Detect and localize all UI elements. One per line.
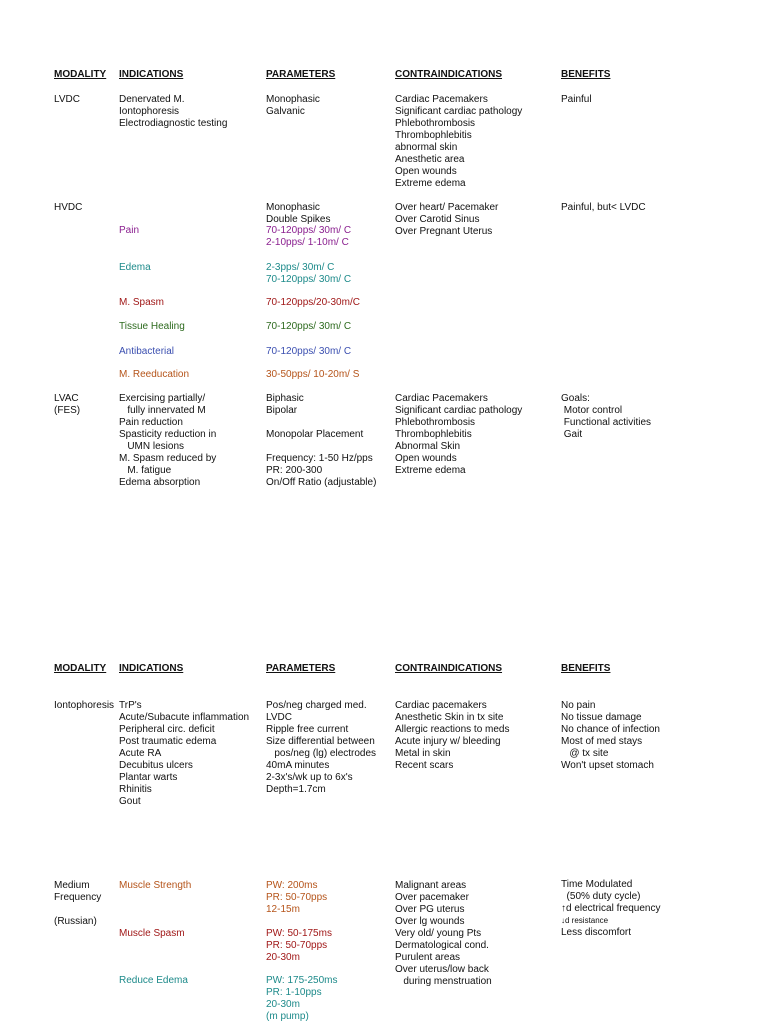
ionto-indications: TrP's Acute/Subacute inflammation Peripheral circ. deficit Post traumatic edema Acute RA Decubitus ulcers Plantar warts Rhinitis Gout bbox=[119, 700, 250, 807]
header-benefits-2: BENEFITS bbox=[561, 663, 611, 674]
modality-hvdc: HVDC bbox=[54, 202, 83, 213]
hvdc-params-healing: 70-120pps/ 30m/ C bbox=[266, 321, 352, 332]
hvdc-indication-antibacterial: Antibacterial bbox=[119, 346, 175, 357]
header-contraindications: CONTRAINDICATIONS bbox=[395, 69, 503, 80]
hvdc-indication-reeducation: M. Reeducation bbox=[119, 369, 190, 380]
modality-medium-frequency: Medium Frequency (Russian) bbox=[54, 880, 102, 927]
hvdc-benefits: Painful, but< LVDC bbox=[561, 202, 646, 213]
lvdc-benefits: Painful bbox=[561, 94, 592, 105]
medium-contraindications: Malignant areas Over pacemaker Over PG uterus Over lg wounds Very old/ young Pts Dermatological cond. Purulent areas Over uterus/low back during menstruation bbox=[395, 880, 492, 987]
hvdc-params-pain: 70-120pps/ 30m/ C 2-10pps/ 1-10m/ C bbox=[266, 225, 352, 248]
ionto-contraindications: Cardiac pacemakers Anesthetic Skin in tx site Allergic reactions to meds Acute injury w/ bleeding Metal in skin Recent scars bbox=[395, 700, 510, 771]
lvdc-indications: Denervated M. Iontophoresis Electrodiagnostic testing bbox=[119, 94, 228, 129]
header-modality: MODALITY bbox=[54, 69, 107, 80]
medium-params-strength: PW: 200ms PR: 50-70pps 12-15m bbox=[266, 880, 328, 915]
header-contraindications-2: CONTRAINDICATIONS bbox=[395, 663, 503, 674]
medium-indication-edema: Reduce Edema bbox=[119, 975, 188, 986]
hvdc-indication-healing: Tissue Healing bbox=[119, 321, 185, 332]
hvdc-params-edema: 2-3pps/ 30m/ C 70-120pps/ 30m/ C bbox=[266, 262, 352, 285]
modality-iontophoresis: Iontophoresis bbox=[54, 700, 115, 711]
modality-lvac: LVAC (FES) bbox=[54, 393, 81, 416]
lvdc-parameters: Monophasic Galvanic bbox=[266, 94, 320, 117]
lvac-indications: Exercising partially/ fully innervated M Pain reduction Spasticity reduction in UMN lesions M. Spasm reduced by M. fatigue Edema absorption bbox=[119, 393, 217, 488]
medium-params-spasm: PW: 50-175ms PR: 50-70pps 20-30m bbox=[266, 928, 332, 963]
medium-indication-strength: Muscle Strength bbox=[119, 880, 192, 891]
header-benefits: BENEFITS bbox=[561, 69, 611, 80]
header-parameters-2: PARAMETERS bbox=[266, 663, 336, 674]
hvdc-indication-pain: Pain bbox=[119, 225, 140, 236]
ionto-parameters: Pos/neg charged med. LVDC Ripple free current Size differential between pos/neg (lg) electrodes 40mA minutes 2-3x's/wk up to 6x's Depth=1.7cm bbox=[266, 700, 377, 795]
medium-params-edema: PW: 175-250ms PR: 1-10pps 20-30m (m pump) bbox=[266, 975, 338, 1022]
hvdc-parameters: Monophasic Double Spikes bbox=[266, 202, 331, 225]
hvdc-params-antibacterial: 70-120pps/ 30m/ C bbox=[266, 346, 352, 357]
modality-lvdc: LVDC bbox=[54, 94, 80, 105]
hvdc-indication-spasm: M. Spasm bbox=[119, 297, 165, 308]
ionto-benefits: No pain No tissue damage No chance of infection Most of med stays @ tx site Won't upset stomach bbox=[561, 700, 660, 771]
lvac-parameters: Biphasic Bipolar Monopolar Placement Frequency: 1-50 Hz/pps PR: 200-300 On/Off Ratio (adjustable) bbox=[266, 393, 377, 488]
hvdc-indication-edema: Edema bbox=[119, 262, 151, 273]
hvdc-contraindications: Over heart/ Pacemaker Over Carotid Sinus Over Pregnant Uterus bbox=[395, 202, 499, 237]
lvac-benefits: Goals: Motor control Functional activities Gait bbox=[561, 393, 652, 440]
medium-indication-spasm: Muscle Spasm bbox=[119, 928, 185, 939]
hvdc-params-reeducation: 30-50pps/ 10-20m/ S bbox=[266, 369, 360, 380]
hvdc-params-spasm: 70-120pps/20-30m/C bbox=[266, 297, 360, 308]
lvdc-contraindications: Cardiac Pacemakers Significant cardiac pathology Phlebothrombosis Thrombophlebitis abnormal skin Anesthetic area Open wounds Extreme edema bbox=[395, 94, 523, 189]
header-parameters: PARAMETERS bbox=[266, 69, 336, 80]
header-indications-2: INDICATIONS bbox=[119, 663, 184, 674]
header-modality-2: MODALITY bbox=[54, 663, 107, 674]
lvac-contraindications: Cardiac Pacemakers Significant cardiac pathology Phlebothrombosis Thrombophlebitis Abnormal Skin Open wounds Extreme edema bbox=[395, 393, 523, 476]
medium-benefits: Time Modulated (50% duty cycle) ↑d electrical frequency ↓d resistance Less discomfort bbox=[561, 879, 661, 938]
header-indications: INDICATIONS bbox=[119, 69, 184, 80]
